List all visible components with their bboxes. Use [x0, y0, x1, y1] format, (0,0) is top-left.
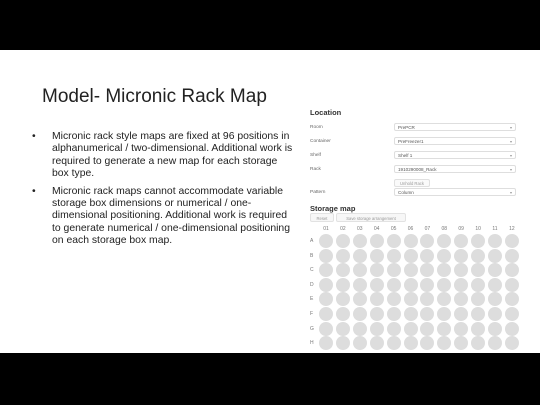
well-B11[interactable]	[488, 249, 502, 263]
well-A03[interactable]	[353, 234, 367, 248]
row-header: F	[310, 311, 314, 317]
bullet-text: Micronic rack maps cannot accommodate variable storage box dimensions or numerical / one-dimensional positioning. Additional work is required to generate numerical / one-dimensional positioning on each storage box map.	[52, 185, 290, 247]
column-header: 05	[390, 226, 397, 232]
well-E03[interactable]	[353, 292, 367, 306]
well-H03[interactable]	[353, 336, 367, 350]
well-F09[interactable]	[454, 307, 468, 321]
row-header: H	[310, 340, 314, 347]
well-D05[interactable]	[387, 278, 401, 292]
bullet-text: Micronic rack style maps are fixed at 96 positions in alphanumerical / two-dimensional. Additional work is required to generate a new map for each storage box type.	[52, 131, 293, 180]
well-F08[interactable]	[437, 307, 451, 321]
container-select[interactable]	[394, 137, 516, 145]
column-header: 07	[424, 226, 431, 232]
column-header: 08	[441, 226, 448, 232]
bullet-icon: •	[32, 131, 36, 142]
well-G06[interactable]	[404, 322, 418, 336]
well-F12[interactable]	[505, 307, 519, 321]
well-C03[interactable]	[353, 263, 367, 277]
bullet-list	[30, 131, 295, 253]
location-title: Location	[310, 108, 342, 117]
well-C09[interactable]	[454, 263, 468, 277]
well-A12[interactable]	[505, 234, 519, 248]
room-select[interactable]	[394, 123, 516, 131]
well-H09[interactable]	[454, 336, 468, 350]
well-B09[interactable]	[454, 249, 468, 263]
rack-select[interactable]	[394, 165, 516, 173]
chevron-down-icon: ▾	[509, 153, 512, 158]
well-F06[interactable]	[404, 307, 418, 321]
well-B08[interactable]	[437, 249, 451, 263]
well-B06[interactable]	[404, 249, 418, 263]
shelf-select[interactable]	[394, 151, 516, 159]
chevron-down-icon: ▾	[509, 167, 512, 172]
well-A07[interactable]	[420, 234, 434, 248]
well-C01[interactable]	[319, 263, 333, 277]
well-G01[interactable]	[319, 322, 333, 336]
row-header: C	[310, 267, 314, 274]
well-E08[interactable]	[437, 292, 451, 306]
well-D06[interactable]	[404, 278, 418, 292]
rack-label: Rack	[310, 167, 321, 172]
pattern-select[interactable]	[394, 188, 516, 196]
chevron-down-icon: ▾	[509, 139, 512, 144]
well-G05[interactable]	[387, 322, 401, 336]
pattern-label: Pattern	[310, 190, 326, 195]
well-G07[interactable]	[420, 322, 434, 336]
well-C05[interactable]	[387, 263, 401, 277]
well-E06[interactable]	[404, 292, 418, 306]
well-B02[interactable]	[336, 249, 350, 263]
slide-title: Model- Micronic Rack Map	[42, 86, 267, 107]
well-H07[interactable]	[420, 336, 434, 350]
well-A02[interactable]	[336, 234, 350, 248]
row-header: B	[310, 252, 314, 259]
well-G03[interactable]	[353, 322, 367, 336]
bullet-icon: •	[32, 185, 36, 197]
well-G12[interactable]	[505, 322, 519, 336]
well-B03[interactable]	[353, 249, 367, 263]
well-F10[interactable]	[471, 307, 485, 321]
well-B05[interactable]	[387, 249, 401, 263]
well-D07[interactable]	[420, 278, 434, 292]
well-E12[interactable]	[505, 292, 519, 306]
well-A09[interactable]	[454, 234, 468, 248]
well-G02[interactable]	[336, 322, 350, 336]
well-H08[interactable]	[437, 336, 451, 350]
room-label: Room	[310, 125, 323, 130]
container-value: PreFreezer1	[398, 139, 424, 144]
well-H05[interactable]	[387, 336, 401, 350]
well-H11[interactable]	[488, 336, 502, 350]
well-E07[interactable]	[420, 292, 434, 306]
well-E02[interactable]	[336, 292, 350, 306]
well-C07[interactable]	[420, 263, 434, 277]
well-A11[interactable]	[488, 234, 502, 248]
well-H01[interactable]	[319, 336, 333, 350]
well-A08[interactable]	[437, 234, 451, 248]
well-G09[interactable]	[454, 322, 468, 336]
column-header: 09	[458, 226, 464, 232]
well-B10[interactable]	[471, 249, 485, 263]
column-header: 04	[373, 226, 380, 232]
row-header: A	[310, 238, 314, 244]
rack-map-panel	[306, 50, 526, 353]
well-B01[interactable]	[319, 249, 333, 263]
well-F03[interactable]	[353, 307, 367, 321]
well-E01[interactable]	[319, 292, 333, 306]
shelf-value: Shelf 1	[398, 153, 413, 158]
chevron-down-icon: ▾	[509, 190, 512, 195]
well-H12[interactable]	[505, 336, 519, 350]
well-C11[interactable]	[488, 263, 502, 277]
well-C06[interactable]	[404, 263, 418, 277]
well-D01[interactable]	[319, 278, 333, 292]
well-F02[interactable]	[336, 307, 350, 321]
well-G04[interactable]	[370, 322, 384, 336]
well-C08[interactable]	[437, 263, 451, 277]
well-E05[interactable]	[387, 292, 401, 306]
well-G11[interactable]	[488, 322, 502, 336]
well-A01[interactable]	[319, 234, 333, 248]
well-B12[interactable]	[505, 249, 519, 263]
pattern-value: Column	[398, 190, 414, 195]
well-F04[interactable]	[370, 307, 384, 321]
well-D08[interactable]	[437, 278, 451, 292]
well-E10[interactable]	[471, 292, 485, 306]
save-arrangement-toggle[interactable]: Save storage arrangement	[336, 213, 406, 222]
column-header: 11	[492, 226, 498, 232]
well-D12[interactable]	[505, 278, 519, 292]
bullet-item	[30, 131, 295, 181]
well-D04[interactable]	[370, 278, 384, 292]
well-E04[interactable]	[370, 292, 384, 306]
shelf-label: Shelf	[310, 153, 321, 158]
chevron-down-icon: ▾	[509, 125, 512, 130]
row-header: G	[310, 325, 314, 332]
well-F05[interactable]	[387, 307, 401, 321]
column-header: 10	[475, 226, 481, 232]
well-A04[interactable]	[370, 234, 384, 248]
bullet-item	[30, 186, 295, 248]
column-header: 02	[340, 226, 346, 232]
well-F07[interactable]	[420, 307, 434, 321]
well-D02[interactable]	[336, 278, 350, 292]
well-E11[interactable]	[488, 292, 502, 306]
well-E09[interactable]	[454, 292, 468, 306]
well-H02[interactable]	[336, 336, 350, 350]
well-A10[interactable]	[471, 234, 485, 248]
room-value: PrePCR	[398, 125, 415, 130]
well-B07[interactable]	[420, 249, 434, 263]
column-header: 12	[509, 226, 515, 232]
well-D09[interactable]	[454, 278, 468, 292]
well-H06[interactable]	[404, 336, 418, 350]
well-G10[interactable]	[471, 322, 485, 336]
well-C02[interactable]	[336, 263, 350, 277]
column-header: 01	[323, 226, 329, 232]
well-G08[interactable]	[437, 322, 451, 336]
well-D03[interactable]	[353, 278, 367, 292]
slide	[0, 50, 540, 353]
well-A05[interactable]	[387, 234, 401, 248]
well-C04[interactable]	[370, 263, 384, 277]
column-header: 06	[407, 226, 414, 232]
reset-toggle[interactable]: Reset	[310, 213, 334, 222]
storage-map-title: Storage map	[310, 204, 356, 213]
container-label: Container	[310, 139, 331, 144]
row-header: E	[310, 296, 314, 303]
well-D10[interactable]	[471, 278, 485, 292]
well-F11[interactable]	[488, 307, 502, 321]
well-H04[interactable]	[370, 336, 384, 350]
well-C10[interactable]	[471, 263, 485, 277]
well-H10[interactable]	[471, 336, 485, 350]
well-C12[interactable]	[505, 263, 519, 277]
well-F01[interactable]	[319, 307, 333, 321]
well-B04[interactable]	[370, 249, 384, 263]
row-header: D	[310, 281, 314, 288]
rack-value: 1910290008_Rack	[398, 167, 437, 172]
well-D11[interactable]	[488, 278, 502, 292]
column-header: 03	[357, 226, 363, 232]
unhold-rack-button[interactable]: Unhold Rack	[394, 179, 430, 187]
well-A06[interactable]	[404, 234, 418, 248]
